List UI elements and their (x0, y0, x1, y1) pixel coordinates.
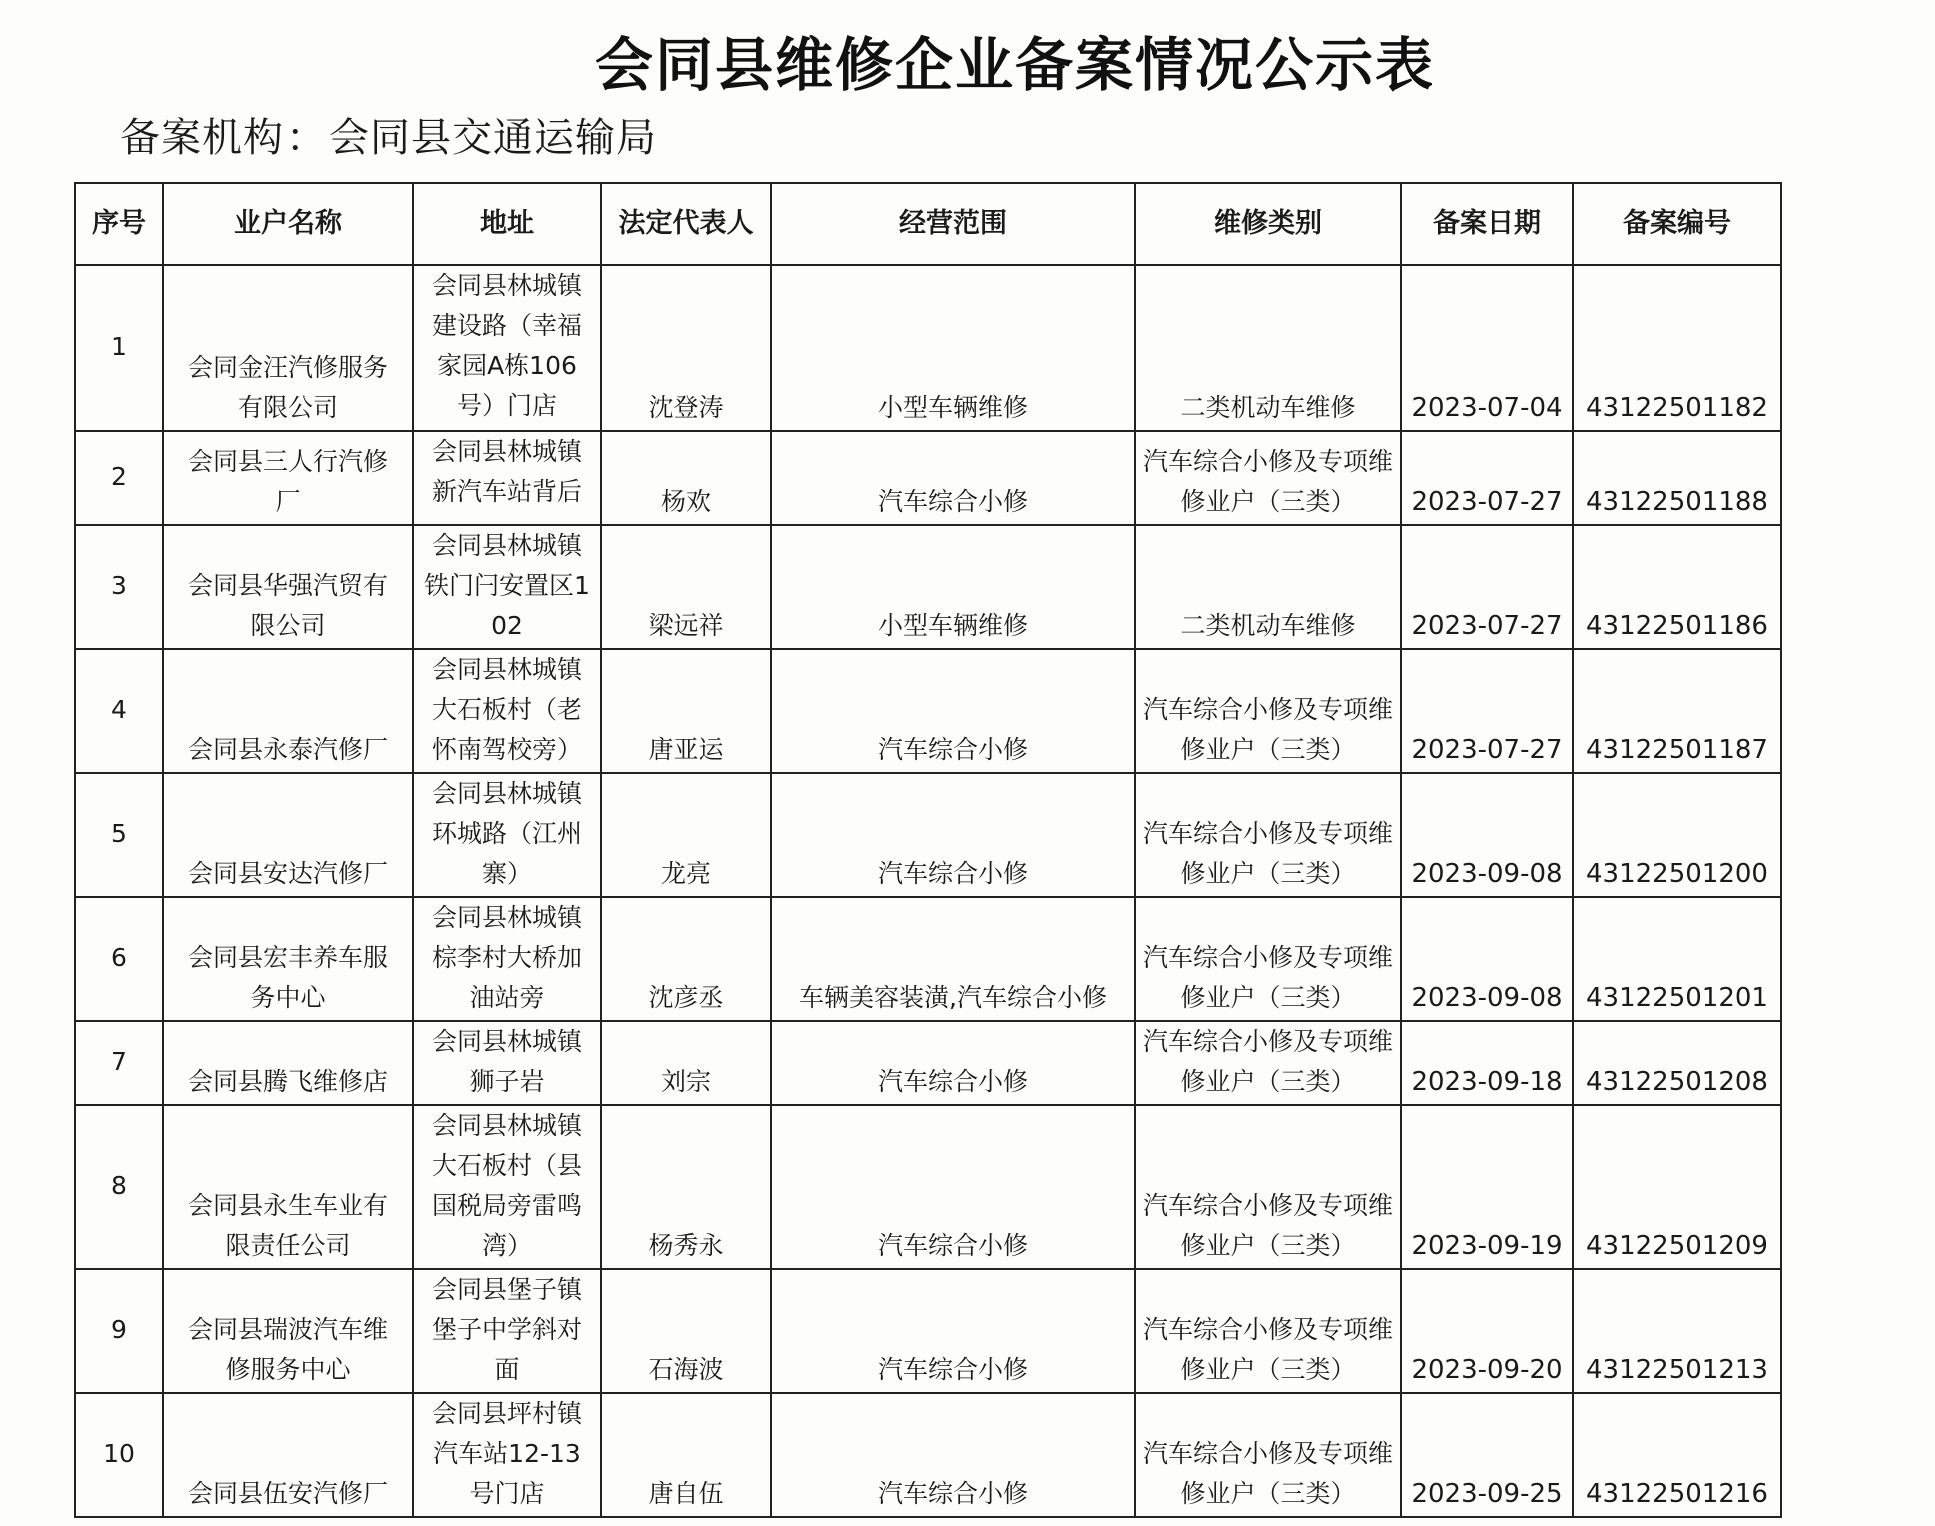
header-filing-date: 备案日期 (1401, 183, 1573, 265)
cell-legal-representative: 杨秀永 (601, 1105, 771, 1269)
cell-serial-number: 6 (75, 897, 163, 1021)
cell-filing-number: 43122501209 (1573, 1105, 1781, 1269)
cell-business-name: 会同县宏丰养车服务中心 (163, 897, 413, 1021)
cell-filing-number: 43122501182 (1573, 265, 1781, 431)
cell-serial-number: 4 (75, 649, 163, 773)
cell-serial-number: 5 (75, 773, 163, 897)
cell-business-scope: 汽车综合小修 (771, 649, 1135, 773)
cell-filing-date: 2023-09-19 (1401, 1105, 1573, 1269)
table-row (75, 431, 1781, 525)
cell-address: 会同县林城镇新汽车站背后 (413, 431, 601, 525)
cell-address: 会同县堡子镇堡子中学斜对面 (413, 1269, 601, 1393)
filing-agency-value: 会同县交通运输局 (329, 115, 657, 161)
cell-serial-number: 1 (75, 265, 163, 431)
cell-business-name: 会同县腾飞维修店 (163, 1021, 413, 1105)
cell-filing-number: 43122501188 (1573, 431, 1781, 525)
cell-business-name: 会同县瑞波汽车维修服务中心 (163, 1269, 413, 1393)
cell-filing-date: 2023-09-08 (1401, 773, 1573, 897)
cell-business-scope: 汽车综合小修 (771, 1393, 1135, 1517)
cell-filing-number: 43122501208 (1573, 1021, 1781, 1105)
cell-repair-category: 汽车综合小修及专项维修业户（三类） (1135, 1269, 1401, 1393)
cell-legal-representative: 石海波 (601, 1269, 771, 1393)
cell-filing-date: 2023-09-08 (1401, 897, 1573, 1021)
cell-repair-category: 二类机动车维修 (1135, 265, 1401, 431)
table-row (75, 773, 1781, 897)
filing-records-table (74, 182, 1782, 1518)
cell-filing-number: 43122501186 (1573, 525, 1781, 649)
table-row (75, 1105, 1781, 1269)
header-filing-number: 备案编号 (1573, 183, 1781, 265)
cell-address: 会同县林城镇大石板村（县国税局旁雷鸣湾） (413, 1105, 601, 1269)
cell-repair-category: 汽车综合小修及专项维修业户（三类） (1135, 1021, 1401, 1105)
cell-business-scope: 汽车综合小修 (771, 773, 1135, 897)
cell-business-scope: 车辆美容装潢,汽车综合小修 (771, 897, 1135, 1021)
cell-filing-date: 2023-09-18 (1401, 1021, 1573, 1105)
cell-repair-category: 汽车综合小修及专项维修业户（三类） (1135, 1105, 1401, 1269)
document-title: 会同县维修企业备案情况公示表 (594, 31, 1435, 99)
cell-business-name: 会同县永生车业有限责任公司 (163, 1105, 413, 1269)
table-row (75, 897, 1781, 1021)
cell-business-scope: 汽车综合小修 (771, 1269, 1135, 1393)
cell-filing-date: 2023-07-27 (1401, 431, 1573, 525)
table-row (75, 265, 1781, 431)
cell-filing-date: 2023-09-20 (1401, 1269, 1573, 1393)
filing-agency-label: 备案机构 (120, 115, 284, 161)
table-row (75, 525, 1781, 649)
cell-legal-representative: 沈彦丞 (601, 897, 771, 1021)
cell-filing-date: 2023-09-25 (1401, 1393, 1573, 1517)
table-row (75, 1393, 1781, 1517)
header-address: 地址 (413, 183, 601, 265)
cell-business-scope: 汽车综合小修 (771, 1021, 1135, 1105)
cell-business-name: 会同县永泰汽修厂 (163, 649, 413, 773)
cell-business-name: 会同县华强汽贸有限公司 (163, 525, 413, 649)
cell-business-scope: 汽车综合小修 (771, 1105, 1135, 1269)
cell-serial-number: 3 (75, 525, 163, 649)
cell-address: 会同县林城镇狮子岩 (413, 1021, 601, 1105)
cell-serial-number: 9 (75, 1269, 163, 1393)
cell-business-name: 会同县安达汽修厂 (163, 773, 413, 897)
header-legal-representative: 法定代表人 (601, 183, 771, 265)
cell-address: 会同县坪村镇汽车站12-13号门店 (413, 1393, 601, 1517)
cell-filing-date: 2023-07-27 (1401, 525, 1573, 649)
cell-repair-category: 汽车综合小修及专项维修业户（三类） (1135, 1393, 1401, 1517)
cell-business-name: 会同县三人行汽修厂 (163, 431, 413, 525)
header-repair-category: 维修类别 (1135, 183, 1401, 265)
cell-filing-number: 43122501213 (1573, 1269, 1781, 1393)
cell-filing-number: 43122501201 (1573, 897, 1781, 1021)
cell-business-scope: 汽车综合小修 (771, 431, 1135, 525)
cell-address: 会同县林城镇环城路（江州寨） (413, 773, 601, 897)
cell-business-scope: 小型车辆维修 (771, 265, 1135, 431)
cell-repair-category: 汽车综合小修及专项维修业户（三类） (1135, 773, 1401, 897)
cell-address: 会同县林城镇棕李村大桥加油站旁 (413, 897, 601, 1021)
cell-serial-number: 8 (75, 1105, 163, 1269)
table-row (75, 1021, 1781, 1105)
cell-legal-representative: 梁远祥 (601, 525, 771, 649)
cell-filing-date: 2023-07-27 (1401, 649, 1573, 773)
cell-serial-number: 7 (75, 1021, 163, 1105)
table-row (75, 649, 1781, 773)
filing-agency-colon: ： (286, 115, 327, 161)
table-header-row (75, 183, 1781, 265)
cell-business-scope: 小型车辆维修 (771, 525, 1135, 649)
cell-serial-number: 2 (75, 431, 163, 525)
cell-repair-category: 汽车综合小修及专项维修业户（三类） (1135, 649, 1401, 773)
cell-filing-date: 2023-07-04 (1401, 265, 1573, 431)
cell-serial-number: 10 (75, 1393, 163, 1517)
cell-legal-representative: 龙亮 (601, 773, 771, 897)
cell-address: 会同县林城镇大石板村（老怀南驾校旁） (413, 649, 601, 773)
cell-filing-number: 43122501200 (1573, 773, 1781, 897)
cell-filing-number: 43122501216 (1573, 1393, 1781, 1517)
cell-legal-representative: 刘宗 (601, 1021, 771, 1105)
header-business-name: 业户名称 (163, 183, 413, 265)
cell-legal-representative: 唐自伍 (601, 1393, 771, 1517)
cell-legal-representative: 沈登涛 (601, 265, 771, 431)
filing-agency (120, 106, 657, 163)
header-serial-number: 序号 (75, 183, 163, 265)
table-row (75, 1269, 1781, 1393)
cell-business-name: 会同金汪汽修服务有限公司 (163, 265, 413, 431)
cell-repair-category: 二类机动车维修 (1135, 525, 1401, 649)
cell-address: 会同县林城镇铁门闩安置区102 (413, 525, 601, 649)
cell-repair-category: 汽车综合小修及专项维修业户（三类） (1135, 897, 1401, 1021)
cell-legal-representative: 杨欢 (601, 431, 771, 525)
cell-filing-number: 43122501187 (1573, 649, 1781, 773)
cell-repair-category: 汽车综合小修及专项维修业户（三类） (1135, 431, 1401, 525)
cell-business-name: 会同县伍安汽修厂 (163, 1393, 413, 1517)
header-business-scope: 经营范围 (771, 183, 1135, 265)
cell-legal-representative: 唐亚运 (601, 649, 771, 773)
cell-address: 会同县林城镇建设路（幸福家园A栋106号）门店 (413, 265, 601, 431)
